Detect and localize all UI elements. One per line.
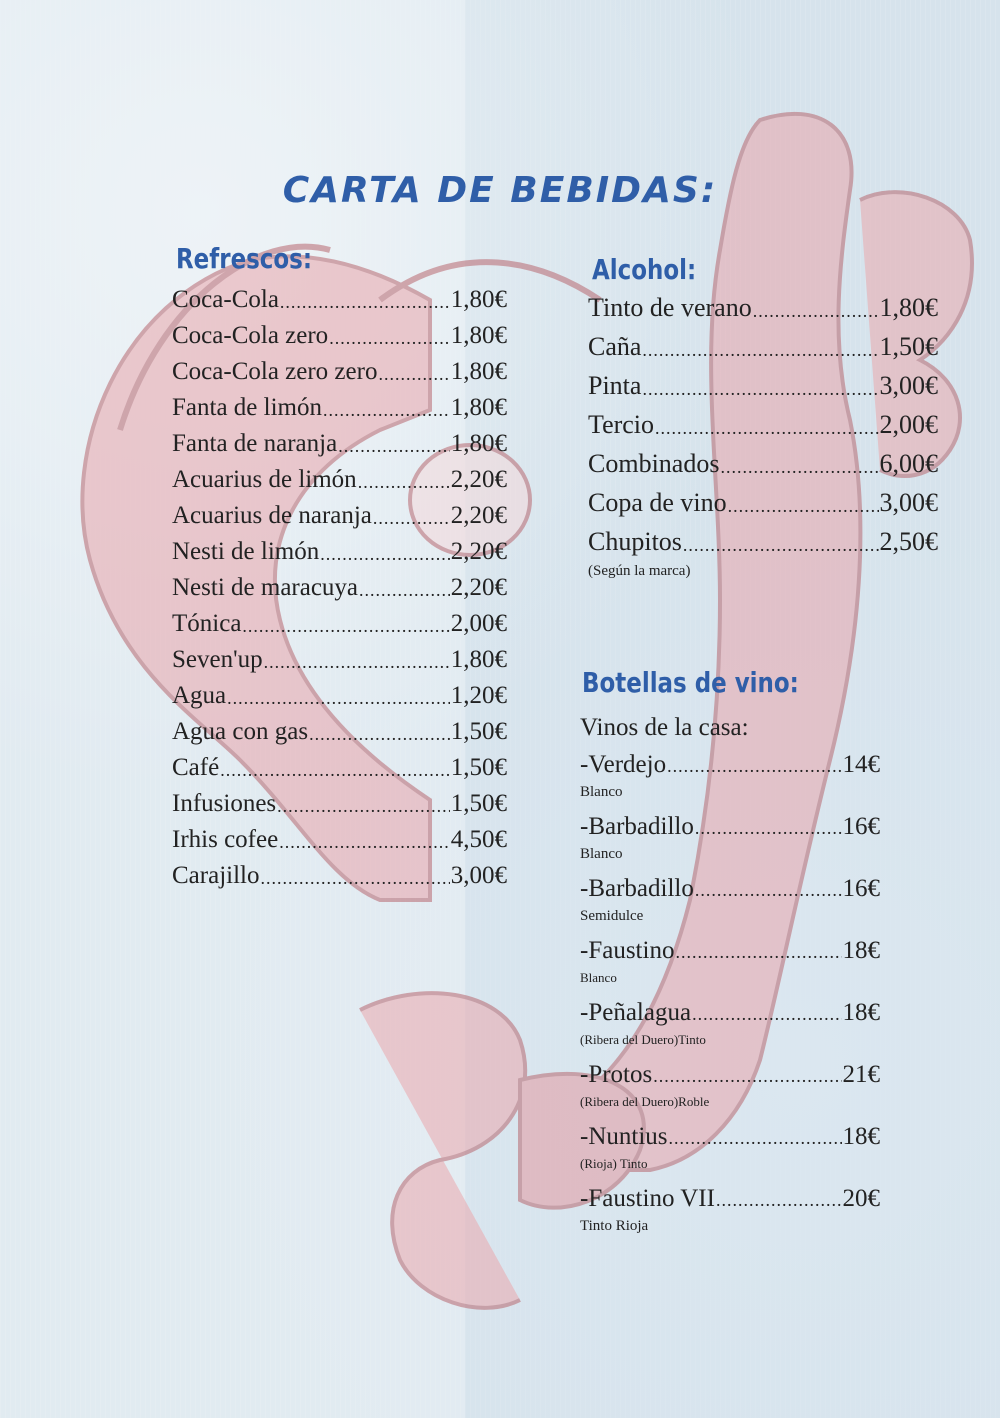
menu-item bbox=[172, 606, 507, 642]
menu-item bbox=[172, 858, 507, 894]
wine-row bbox=[580, 810, 880, 844]
menu-item bbox=[172, 462, 507, 498]
menu-item bbox=[588, 327, 938, 366]
item-name: Caña bbox=[588, 332, 642, 361]
dot-leader bbox=[373, 509, 450, 527]
item-price: 1,80€ bbox=[450, 286, 507, 313]
menu-item bbox=[172, 714, 507, 750]
wine-name: -Faustino bbox=[580, 937, 675, 964]
wine-note: (Ribera del Duero)Roble bbox=[580, 1094, 710, 1109]
item-name: Infusiones bbox=[172, 790, 277, 817]
wine-price: 20€ bbox=[842, 1185, 880, 1212]
dot-leader bbox=[220, 761, 450, 779]
wine-price: 18€ bbox=[842, 1123, 880, 1150]
menu-item bbox=[172, 426, 507, 462]
dot-leader bbox=[716, 1191, 842, 1209]
menu-item bbox=[172, 498, 507, 534]
dot-leader bbox=[260, 869, 449, 887]
item-name: Acuarius de naranja bbox=[172, 502, 372, 529]
item-name: Combinados bbox=[588, 449, 720, 478]
dot-leader bbox=[653, 1067, 841, 1085]
item-name: Coca-Cola zero bbox=[172, 322, 329, 349]
item-price: 4,50€ bbox=[450, 826, 507, 853]
wine-row bbox=[580, 1058, 880, 1092]
menu-item bbox=[172, 750, 507, 786]
item-name: Pinta bbox=[588, 371, 642, 400]
wine-note: Tinto Rioja bbox=[580, 1218, 649, 1234]
wine-item bbox=[580, 1120, 880, 1174]
dot-leader bbox=[669, 1129, 842, 1147]
dot-leader bbox=[642, 341, 878, 359]
item-price: 1,50€ bbox=[450, 718, 507, 745]
item-price: 2,20€ bbox=[450, 502, 507, 529]
menu-item bbox=[172, 390, 507, 426]
menu-item bbox=[588, 405, 938, 444]
item-name: Copa de vino bbox=[588, 488, 727, 517]
item-name: Carajillo bbox=[172, 862, 260, 889]
item-price: 1,80€ bbox=[450, 394, 507, 421]
refrescos-heading: Refrescos: bbox=[176, 242, 313, 275]
menu-item bbox=[588, 483, 938, 522]
dot-leader bbox=[323, 401, 450, 419]
item-name: Nesti de limón bbox=[172, 538, 320, 565]
item-name: Seven'up bbox=[172, 646, 263, 673]
alcohol-list bbox=[588, 288, 938, 581]
dot-leader bbox=[728, 497, 879, 515]
item-name: Café bbox=[172, 754, 220, 781]
item-name: Tinto de verano bbox=[588, 293, 752, 322]
menu-item bbox=[172, 534, 507, 570]
wine-price: 18€ bbox=[842, 999, 880, 1026]
dot-leader bbox=[277, 797, 450, 815]
item-price: 1,80€ bbox=[450, 322, 507, 349]
item-price: 1,20€ bbox=[450, 682, 507, 709]
item-price: 2,20€ bbox=[450, 466, 507, 493]
dot-leader bbox=[329, 329, 450, 347]
dot-leader bbox=[683, 536, 879, 554]
item-name: Nesti de maracuya bbox=[172, 574, 359, 601]
item-price: 1,80€ bbox=[450, 646, 507, 673]
dot-leader bbox=[753, 302, 879, 320]
dot-leader bbox=[264, 653, 450, 671]
dot-leader bbox=[309, 725, 450, 743]
menu-item bbox=[172, 318, 507, 354]
menu-item bbox=[172, 678, 507, 714]
item-name: Agua con gas bbox=[172, 718, 309, 745]
wine-note: Blanco bbox=[580, 784, 623, 800]
wine-name: -Nuntius bbox=[580, 1123, 668, 1150]
vinos-list bbox=[580, 748, 880, 1236]
wine-price: 14€ bbox=[842, 751, 880, 778]
menu-item bbox=[172, 786, 507, 822]
alcohol-heading: Alcohol: bbox=[592, 253, 697, 286]
dot-leader bbox=[695, 881, 842, 899]
menu-item bbox=[172, 282, 507, 318]
menu-item bbox=[172, 822, 507, 858]
item-price: 2,20€ bbox=[450, 538, 507, 565]
dot-leader bbox=[692, 1005, 841, 1023]
wine-item bbox=[580, 1182, 880, 1236]
wine-row bbox=[580, 872, 880, 906]
item-price: 3,00€ bbox=[879, 488, 938, 517]
item-price: 3,00€ bbox=[450, 862, 507, 889]
alcohol-note: (Según la marca) bbox=[588, 563, 691, 579]
dot-leader bbox=[242, 617, 449, 635]
wine-price: 16€ bbox=[842, 875, 880, 902]
item-price: 1,50€ bbox=[450, 790, 507, 817]
menu-item bbox=[172, 570, 507, 606]
item-name: Fanta de naranja bbox=[172, 430, 338, 457]
refrescos-list bbox=[172, 282, 507, 894]
wine-row bbox=[580, 1120, 880, 1154]
wine-note: (Rioja) Tinto bbox=[580, 1156, 648, 1171]
menu-item bbox=[588, 522, 938, 561]
menu-title: CARTA DE BEBIDAS: bbox=[282, 170, 718, 211]
item-price: 6,00€ bbox=[879, 449, 938, 478]
item-name: Fanta de limón bbox=[172, 394, 322, 421]
wine-item bbox=[580, 1058, 880, 1112]
dot-leader bbox=[720, 458, 878, 476]
item-price: 2,00€ bbox=[450, 610, 507, 637]
item-price: 1,80€ bbox=[879, 293, 938, 322]
dot-leader bbox=[358, 473, 450, 491]
wine-name: -Faustino VII bbox=[580, 1185, 715, 1212]
menu-item bbox=[588, 288, 938, 327]
dot-leader bbox=[378, 365, 449, 383]
item-price: 1,80€ bbox=[450, 358, 507, 385]
item-name: Irhis cofee bbox=[172, 826, 279, 853]
item-price: 2,50€ bbox=[879, 527, 938, 556]
wine-note: Blanco bbox=[580, 846, 623, 862]
dot-leader bbox=[675, 943, 841, 961]
item-name: Tercio bbox=[588, 410, 655, 439]
vinos-section bbox=[580, 708, 880, 1244]
wine-row bbox=[580, 934, 880, 968]
wine-note: (Ribera del Duero)Tinto bbox=[580, 1032, 706, 1047]
item-price: 2,20€ bbox=[450, 574, 507, 601]
wine-name: -Protos bbox=[580, 1061, 653, 1088]
wine-item bbox=[580, 872, 880, 926]
wine-row bbox=[580, 1182, 880, 1216]
item-price: 3,00€ bbox=[879, 371, 938, 400]
item-price: 2,00€ bbox=[879, 410, 938, 439]
vinos-heading: Botellas de vino: bbox=[582, 666, 799, 699]
vinos-subheading: Vinos de la casa: bbox=[580, 714, 749, 741]
item-price: 1,80€ bbox=[450, 430, 507, 457]
wine-row bbox=[580, 996, 880, 1030]
item-name: Coca-Cola zero zero bbox=[172, 358, 378, 385]
item-name: Tónica bbox=[172, 610, 242, 637]
wine-price: 16€ bbox=[842, 813, 880, 840]
dot-leader bbox=[279, 833, 450, 851]
item-price: 1,50€ bbox=[450, 754, 507, 781]
dot-leader bbox=[642, 380, 878, 398]
item-name: Agua bbox=[172, 682, 227, 709]
menu-item bbox=[588, 366, 938, 405]
wine-item bbox=[580, 996, 880, 1050]
wine-name: -Barbadillo bbox=[580, 875, 694, 902]
wine-item bbox=[580, 748, 880, 802]
wine-note: Semidulce bbox=[580, 908, 644, 924]
dot-leader bbox=[359, 581, 450, 599]
wine-row bbox=[580, 748, 880, 782]
dot-leader bbox=[338, 437, 450, 455]
wine-name: -Peñalagua bbox=[580, 999, 692, 1026]
item-name: Acuarius de limón bbox=[172, 466, 357, 493]
item-name: Chupitos bbox=[588, 527, 682, 556]
wine-name: -Verdejo bbox=[580, 751, 667, 778]
wine-price: 21€ bbox=[842, 1061, 880, 1088]
dot-leader bbox=[655, 419, 878, 437]
dot-leader bbox=[227, 689, 450, 707]
wine-item bbox=[580, 934, 880, 988]
menu-item bbox=[172, 642, 507, 678]
item-price: 1,50€ bbox=[879, 332, 938, 361]
dot-leader bbox=[280, 293, 450, 311]
menu-item bbox=[588, 444, 938, 483]
dot-leader bbox=[695, 819, 842, 837]
wine-item bbox=[580, 810, 880, 864]
menu-item bbox=[172, 354, 507, 390]
dot-leader bbox=[320, 545, 450, 563]
wine-price: 18€ bbox=[842, 937, 880, 964]
wine-name: -Barbadillo bbox=[580, 813, 694, 840]
wine-note: Blanco bbox=[580, 970, 617, 985]
dot-leader bbox=[667, 757, 841, 775]
item-name: Coca-Cola bbox=[172, 286, 279, 313]
